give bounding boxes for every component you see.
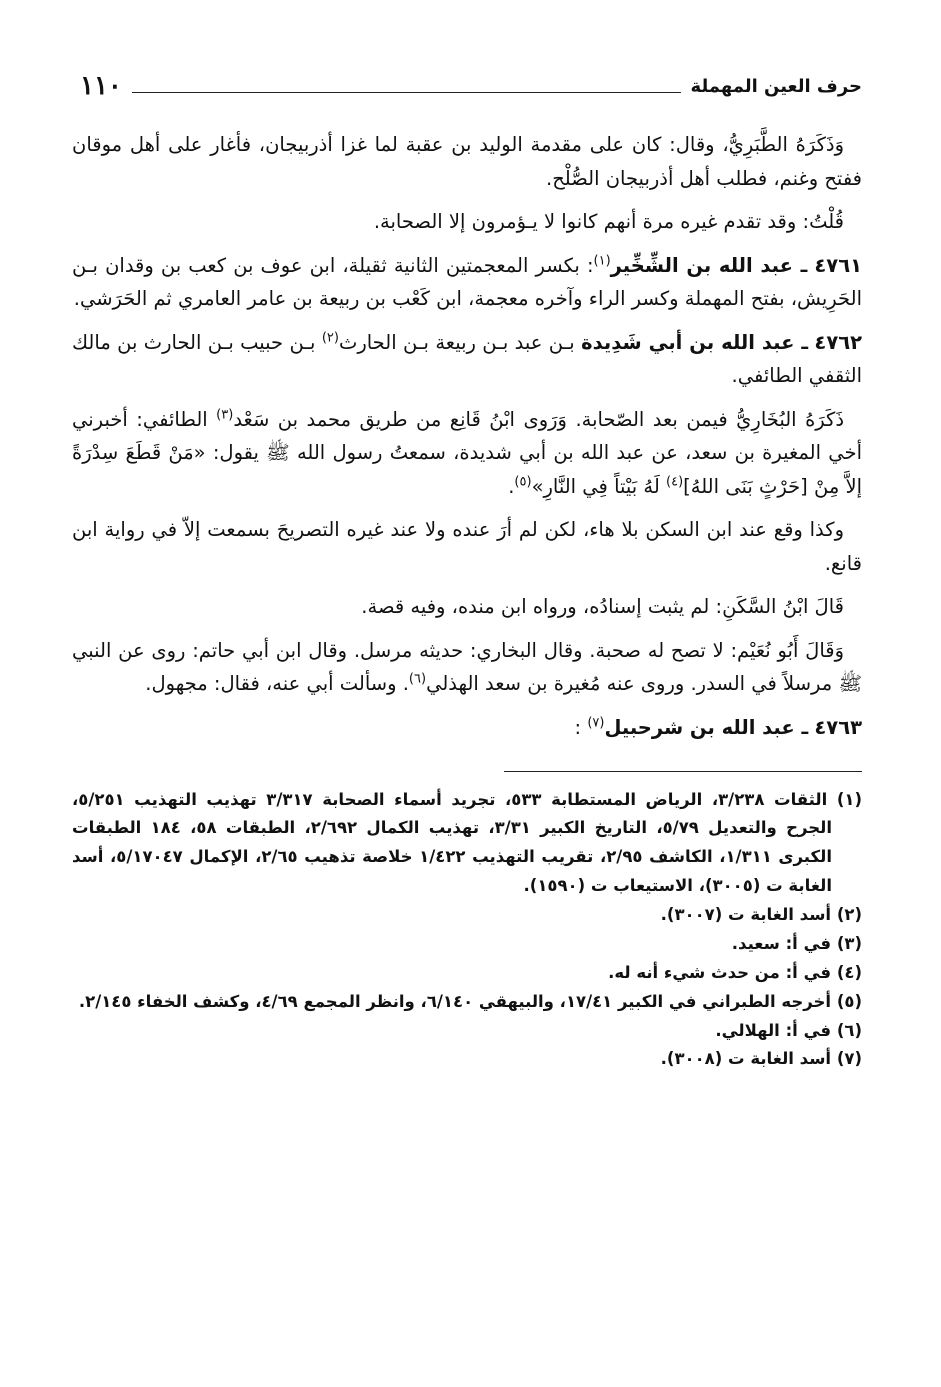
- entry-4761: ٤٧٦١ ـ عبد الله بن الشِّخِّير$^{(١)}$: بكسر المعجمتين الثانية ثقيلة، ابن عوف بن كعب بن وقدان بـن الحَرِيش، بفتح المهملة وكسر الراء وآخره معجمة، ابن كَعْب بن ربيعة بن عامر العامري ثم الحَرَشي.: [72, 253, 862, 311]
- footnote-marker: (٢): [321, 330, 339, 346]
- footnote-6: (٦) في أ: الهلالي.: [715, 1020, 862, 1040]
- entry-4763: ٤٧٦٣ ـ عبد الله بن شرحبيل$^{(٧)}$ :: [574, 715, 862, 739]
- paragraph-abu-nuaym: [72, 634, 862, 701]
- paragraph-ibn-sakan: وكذا وقع عند ابن السكن بلا هاء، لكن لم أرَ عنده ولا عند غيره التصريحَ بسمعت إلاّ في رواية ابن قانع.: [72, 518, 862, 575]
- footnote-3: (٣) في أ: سعيد.: [731, 933, 862, 953]
- entry-text: :: [574, 715, 582, 739]
- paragraph-tabari: وَذَكَرَهُ الطَّبَرِيُّ، وقال: كان على مقدمة الوليد بن عقبة لما غزا أذربيجان، فأغار على أهل موقان ففتح وغنم، فطلب أهل أذربيجان الصُّلْح.: [72, 133, 862, 190]
- paragraph-text: وَقَالَ أَبُو نُعَيْم: لا تصح له صحبة. وقال البخاري: حديثه مرسل. وقال ابن أبي حاتم: روى عن النبي ﷺ مرسلاً في السدر. وروى عنه مُغيرة بن سعد الهذلي: [72, 638, 862, 696]
- entry-name: عبد الله بن الشِّخِّير: [610, 253, 793, 277]
- paragraph-qala-ibn-sakan: قَالَ ابْنُ السَّكَنِ: لم يثبت إسنادُه، ورواه ابن منده، وفيه قصة.: [361, 595, 844, 619]
- book-page: [72, 62, 862, 1372]
- page-header: [72, 62, 862, 110]
- entry-text: بـن حبيب بـن الحارث بن مالك الثقفي الطائفي.: [72, 330, 862, 388]
- entry-number: ٤٧٦٣: [814, 715, 862, 739]
- entry-name: عبد الله بن شرحبيل: [604, 715, 795, 739]
- header-rule: [132, 92, 681, 93]
- entry-text: بـن عبد بـن ربيعة بـن الحارث: [338, 330, 575, 354]
- footnote-marker: (٤): [666, 474, 684, 490]
- footnotes: [72, 786, 862, 1075]
- entry-number: ٤٧٦١: [814, 253, 862, 277]
- entry-name: عبد الله بن أبي شَدِيدة: [581, 330, 795, 354]
- entry-number: ٤٧٦٢: [814, 330, 863, 354]
- footnote-separator: [504, 771, 862, 772]
- paragraph-qultu: قُلْتُ: وقد تقدم غيره مرة أنهم كانوا لا يـؤمرون إلا الصحابة.: [373, 210, 844, 234]
- entry-4762: ٤٧٦٢ ـ عبد الله بن أبي شَدِيدة بـن عبد بـن ربيعة بـن الحارث$^{(٢)}$ بـن حبيب بـن الحارث بن مالك الثقفي الطائفي.: [72, 330, 863, 388]
- running-title: حرف العين المهملة: [690, 75, 862, 97]
- footnote-2: (٢) أسد الغابة ت (٣٠٠٧).: [660, 905, 862, 924]
- footnote-marker: (٦): [408, 671, 427, 687]
- entry-text: : بكسر المعجمتين الثانية ثقيلة، ابن عوف بن كعب بن وقدان بـن الحَرِيش، بفتح المهملة وكسر الراء وآخره معجمة، ابن كَعْب بن ربيعة بن عامر العامري ثم الحَرَشي.: [72, 253, 862, 311]
- footnote-marker: (٧): [587, 715, 605, 731]
- paragraph-text: .: [508, 474, 515, 498]
- footnote-4: (٤) في أ: من حدث شيء أنه له.: [608, 962, 862, 982]
- paragraph-text: الطائفي: أخبرني أخي المغيرة بن سعد، عن عبد الله بن أبي شديدة، سمعتُ رسول الله ﷺ يقول: «مَنْ قَطَعَ سِدْرَةً إلاَّ مِنْ [حَرْثٍ بَنَى اللهُ]: [72, 407, 862, 498]
- footnote-5: (٥) أخرجه الطبراني في الكبير ١٧/٤١، والبيهقي ٦/١٤٠، وانظر المجمع ٤/٦٩، وكشف الخفاء ٢/١٤٥.: [78, 991, 862, 1011]
- paragraph-text: ذَكَرَهُ البُخَارِيُّ فيمن بعد الصّحابة. وَرَوى ابْنُ قَانِع من طريق محمد بن سَعْد: [233, 407, 845, 431]
- paragraph-text: لَهُ بَيْتاً فِي النَّارِ»: [531, 474, 660, 498]
- main-text: [72, 128, 862, 745]
- footnote-1: (١) الثقات ٣/٢٣٨، الرياض المستطابة ٥٣٣، تجريد أسماء الصحابة ٣/٣١٧ تهذيب التهذيب ٥/٢٥١، الجرح والتعديل ٥/٧٩، التاريخ الكبير ٣/٣١، تهذيب الكمال ٢/٦٩٢، الطبقات ٥٨، ١٨٤ الطبقات الكبرى ١/٣١١، الكاشف ٢/٩٥، تقريب التهذيب ١/٤٢٢ خلاصة تذهيب ٢/٦٥، الإكمال ٥/١٧٠٤٧، أسد الغابة ت (٣٠٠٥)، الاستيعاب ت (١٥٩٠).: [72, 789, 862, 896]
- footnote-7: (٧) أسد الغابة ت (٣٠٠٨).: [660, 1049, 862, 1069]
- footnote-marker: (٣): [216, 407, 234, 423]
- paragraph-bukhari: [72, 403, 862, 504]
- paragraph-text: . وسألت أبي عنه، فقال: مجهول.: [145, 672, 409, 696]
- footnote-marker: (١): [593, 253, 611, 269]
- page-number: ١١٠: [80, 71, 122, 101]
- footnote-marker: (٥): [514, 474, 532, 490]
